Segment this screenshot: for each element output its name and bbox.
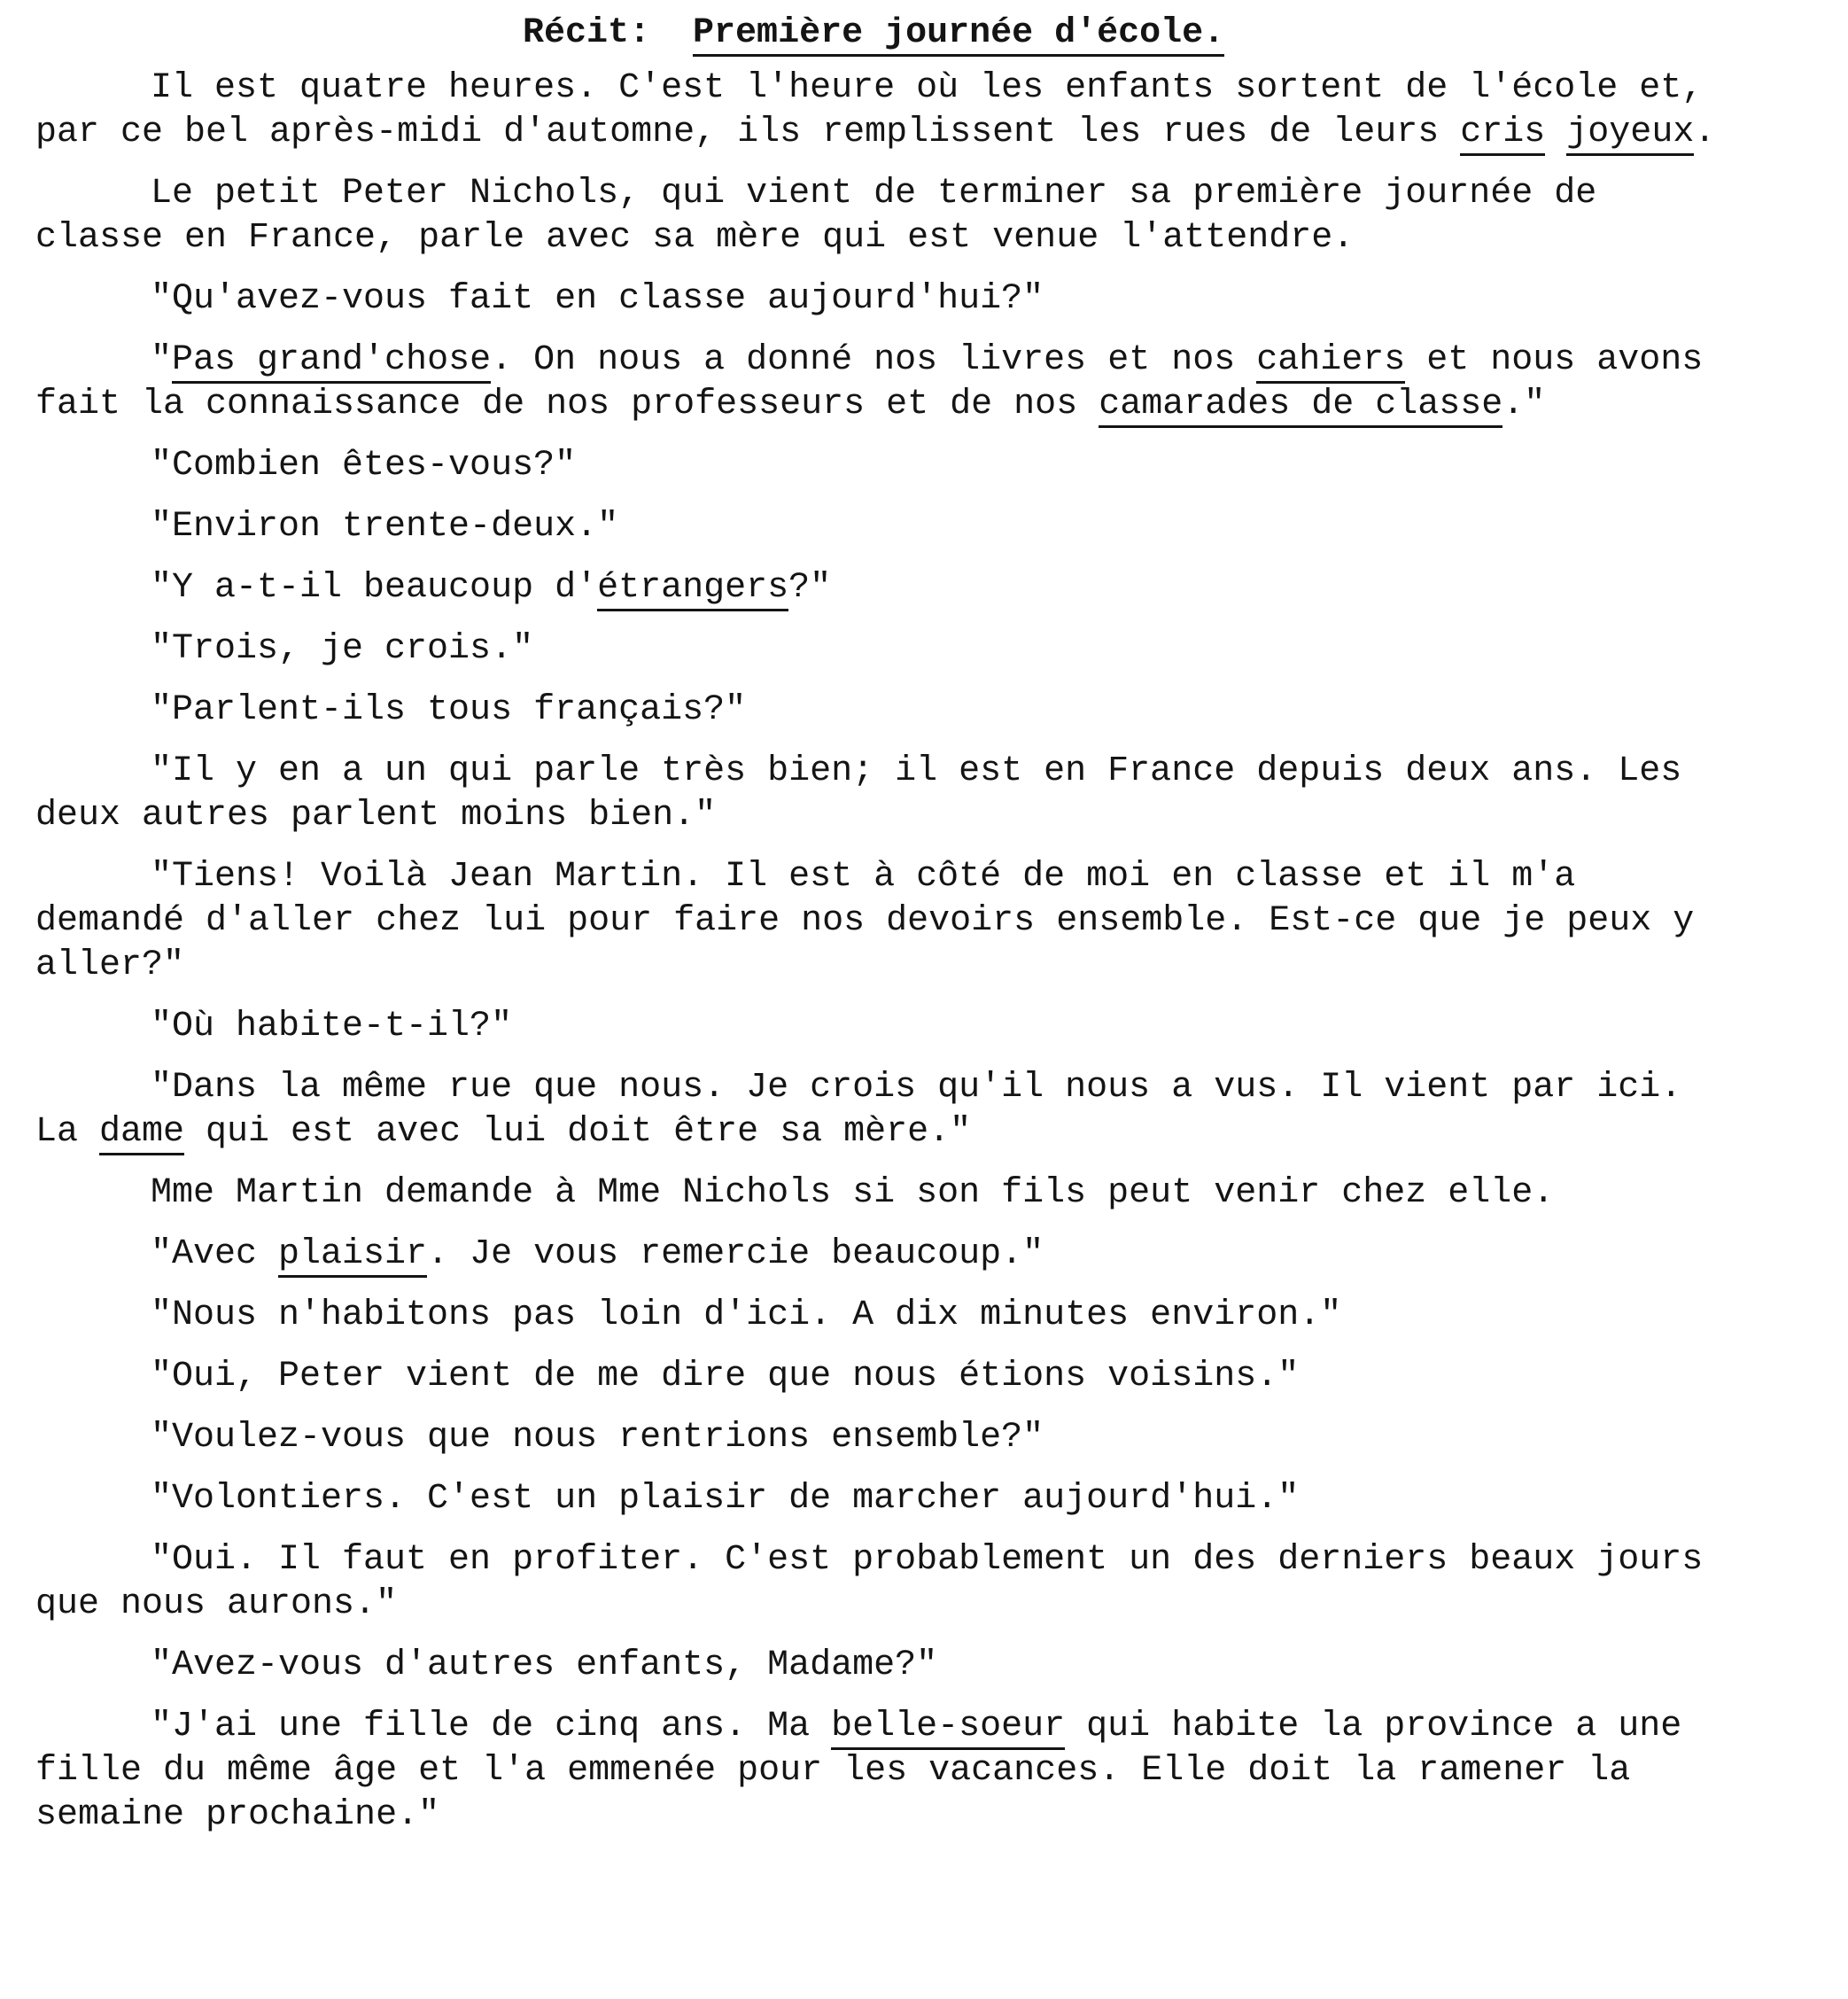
text-line	[35, 899, 1825, 944]
text-segment: "Oui. Il faut en profiter. C'est probablement un des derniers beaux jours	[151, 1540, 1704, 1580]
text-segment: "Où habite-t-il?"	[151, 1007, 513, 1046]
text-line	[35, 1171, 1825, 1216]
text-segment: "Parlent-ils tous français?"	[151, 690, 747, 730]
text-segment: "	[151, 340, 173, 380]
paragraph	[35, 688, 1825, 733]
text-segment: aller?"	[35, 945, 185, 985]
text-line	[35, 172, 1825, 216]
text-line	[35, 1110, 1825, 1155]
paragraph	[35, 1294, 1825, 1338]
text-line	[35, 1066, 1825, 1110]
title-text: Première journée d'école.	[693, 15, 1224, 57]
text-segment: .	[1694, 113, 1716, 152]
text-segment: qui est avec lui doit être sa mère."	[184, 1112, 972, 1152]
text-line	[35, 505, 1825, 549]
text-segment: que nous aurons."	[35, 1584, 398, 1624]
text-line	[35, 444, 1825, 488]
text-line	[35, 855, 1825, 899]
underlined-word: étrangers	[597, 568, 788, 611]
text-segment: . Je vous remercie beaucoup."	[427, 1234, 1044, 1274]
text-line	[35, 1705, 1825, 1749]
text-line	[35, 750, 1825, 794]
text-line	[35, 338, 1825, 383]
paragraph	[35, 750, 1825, 838]
text-segment: semaine prochaine."	[35, 1795, 440, 1835]
text-line	[35, 794, 1825, 838]
paragraph	[35, 66, 1825, 155]
text-line	[35, 1355, 1825, 1399]
text-line	[35, 1583, 1825, 1627]
title-label: Récit:	[523, 13, 651, 53]
text-segment: fille du même âge et l'a emmenée pour les vacances. Elle doit la ramener la	[35, 1751, 1631, 1791]
underlined-word: belle-soeur	[831, 1707, 1065, 1750]
paragraph	[35, 1171, 1825, 1216]
text-line	[35, 627, 1825, 672]
paragraph	[35, 338, 1825, 427]
text-segment: Le petit Peter Nichols, qui vient de terminer sa première journée de	[151, 174, 1597, 214]
document-page	[35, 0, 1825, 1855]
text-segment: "J'ai une fille de cinq ans. Ma	[151, 1707, 832, 1746]
text-segment: . On nous a donné nos livres et nos	[491, 340, 1257, 380]
paragraph	[35, 1066, 1825, 1155]
text-segment: et nous avons	[1405, 340, 1704, 380]
paragraph	[35, 1416, 1825, 1460]
underlined-word: Pas grand'chose	[172, 340, 491, 384]
text-segment: qui habite la province a une	[1065, 1707, 1682, 1746]
paragraph	[35, 1705, 1825, 1838]
text-line	[35, 944, 1825, 988]
text-line	[35, 566, 1825, 611]
text-line	[35, 277, 1825, 322]
text-segment: ."	[1502, 385, 1546, 424]
paragraph	[35, 172, 1825, 261]
text-segment: "Avez-vous d'autres enfants, Madame?"	[151, 1645, 938, 1685]
text-segment: "Tiens! Voilà Jean Martin. Il est à côté de moi en classe et il m'a	[151, 857, 1576, 897]
text-segment: par ce bel après-midi d'automne, ils remplissent les rues de leurs	[35, 113, 1461, 152]
paragraph	[35, 1644, 1825, 1688]
text-segment: "Avec	[151, 1234, 279, 1274]
text-line	[35, 688, 1825, 733]
paragraph	[35, 627, 1825, 672]
paragraph	[35, 277, 1825, 322]
text-segment: "Oui, Peter vient de me dire que nous étions voisins."	[151, 1357, 1300, 1396]
text-line	[35, 1477, 1825, 1521]
text-line	[35, 1749, 1825, 1793]
paragraph	[35, 444, 1825, 488]
underlined-word: cahiers	[1256, 340, 1405, 384]
paragraph	[35, 1233, 1825, 1277]
text-segment: "Environ trente-deux."	[151, 507, 619, 547]
text-line	[35, 1294, 1825, 1338]
text-segment: "Qu'avez-vous fait en classe aujourd'hui?"	[151, 279, 1044, 319]
text-line	[35, 111, 1825, 155]
text-segment: "Combien êtes-vous?"	[151, 446, 577, 486]
text-line	[35, 1793, 1825, 1838]
paragraph	[35, 1538, 1825, 1627]
text-segment: Mme Martin demande à Mme Nichols si son fils peut venir chez elle.	[151, 1173, 1555, 1213]
text-line	[35, 1644, 1825, 1688]
text-line	[35, 1416, 1825, 1460]
paragraph	[35, 505, 1825, 549]
paragraph	[35, 1005, 1825, 1049]
paragraph	[35, 855, 1825, 988]
text-segment: deux autres parlent moins bien."	[35, 796, 717, 836]
paragraph	[35, 566, 1825, 611]
text-line	[35, 1233, 1825, 1277]
text-segment: "Il y en a un qui parle très bien; il est en France depuis deux ans. Les	[151, 751, 1682, 791]
text-segment: Il est quatre heures. C'est l'heure où les enfants sortent de l'école et,	[151, 68, 1704, 108]
text-segment: "Dans la même rue que nous. Je crois qu'il nous a vus. Il vient par ici.	[151, 1068, 1682, 1108]
text-line	[35, 216, 1825, 261]
text-segment: ?"	[788, 568, 832, 608]
story-body	[35, 66, 1825, 1838]
text-segment: "Voulez-vous que nous rentrions ensemble?"	[151, 1418, 1044, 1458]
text-segment	[1545, 113, 1566, 152]
text-segment: "Volontiers. C'est un plaisir de marcher aujourd'hui."	[151, 1479, 1300, 1519]
text-segment: La	[35, 1112, 100, 1152]
text-segment: classe en France, parle avec sa mère qui est venue l'attendre.	[35, 218, 1355, 258]
text-segment: "Nous n'habitons pas loin d'ici. A dix minutes environ."	[151, 1295, 1342, 1335]
text-line	[35, 383, 1825, 427]
page-title	[35, 0, 1825, 66]
text-line	[35, 1538, 1825, 1583]
text-segment: "Trois, je crois."	[151, 629, 534, 669]
text-segment: "Y a-t-il beaucoup d'	[151, 568, 598, 608]
text-segment: demandé d'aller chez lui pour faire nos devoirs ensemble. Est-ce que je peux y	[35, 901, 1695, 941]
paragraph	[35, 1355, 1825, 1399]
paragraph	[35, 1477, 1825, 1521]
underlined-word: joyeux	[1566, 113, 1694, 156]
underlined-word: dame	[99, 1112, 184, 1155]
text-segment: fait la connaissance de nos professeurs et de nos	[35, 385, 1099, 424]
underlined-word: camarades de classe	[1099, 385, 1502, 428]
underlined-word: plaisir	[278, 1234, 427, 1278]
underlined-word: cris	[1460, 113, 1545, 156]
text-line	[35, 1005, 1825, 1049]
text-line	[35, 66, 1825, 111]
